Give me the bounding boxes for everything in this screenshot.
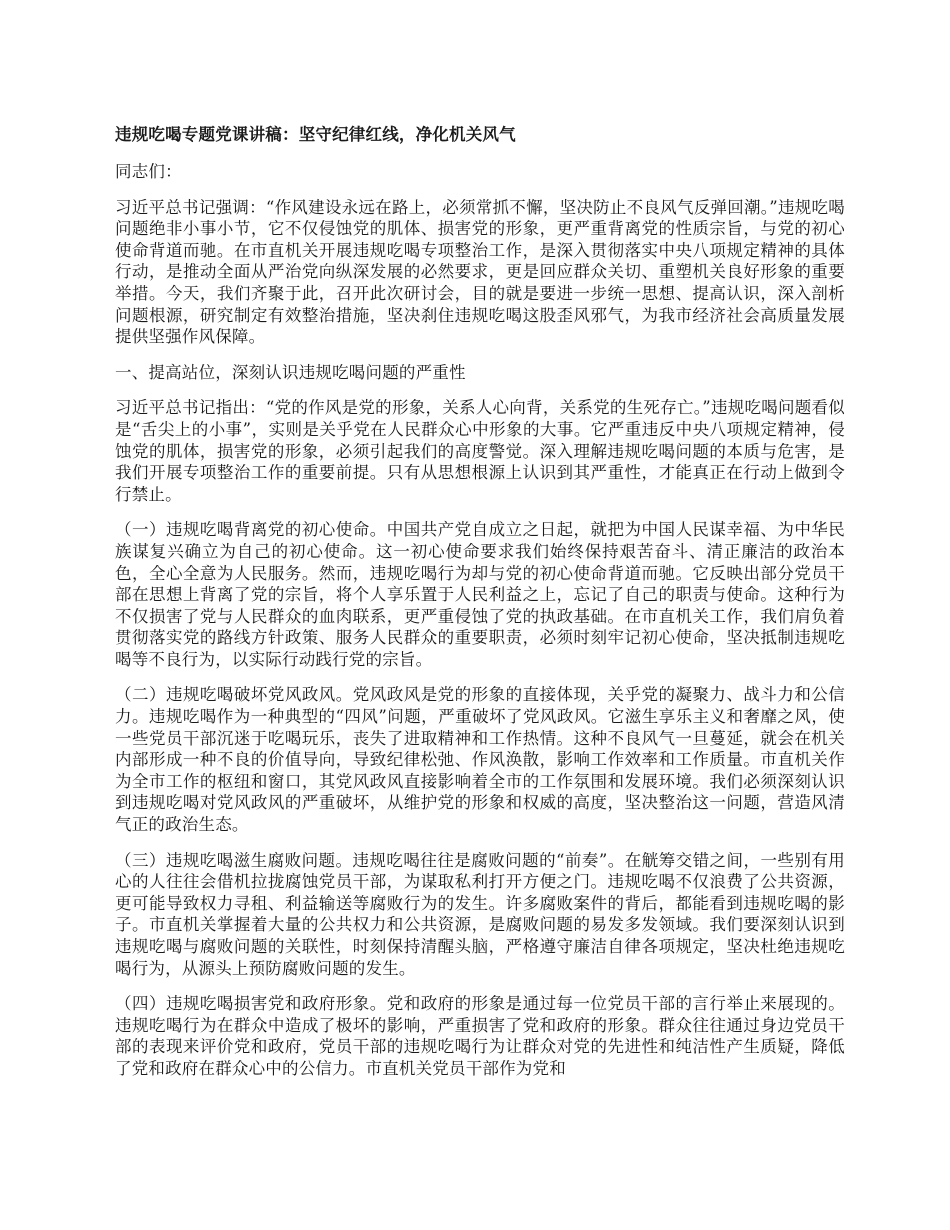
point-3-paragraph: （三）违规吃喝滋生腐败问题。违规吃喝往往是腐败问题的“前奏”。在觥筹交错之间，一些别有用心的人往往会借机拉拢腐蚀党员干部，为谋取私利打开方便之门。违规吃喝不仅浪费了公共资源，更可能导致权力寻租、利益输送等腐败行为的发生。许多腐败案件的背后，都能看到违规吃喝的影子。市直机关掌握着大量的公共权力和公共资源，是腐败问题的易发多发领域。我们要深刻认识到违规吃喝与腐败问题的关联性，时刻保持清醒头脑，严格遵守廉洁自律各项规定，坚决杜绝违规吃喝行为，从源头上预防腐败问题的发生。 (115, 850, 845, 978)
section-heading-1: 一、提高站位，深刻认识违规吃喝问题的严重性 (115, 362, 466, 382)
salutation: 同志们： (115, 162, 182, 181)
document-title: 违规吃喝专题党课讲稿：坚守纪律红线，净化机关风气 (115, 125, 516, 144)
section-1-intro-paragraph: 习近平总书记指出：“党的作风是党的形象，关系人心向背，关系党的生死存亡。”违规吃喝问题看似是“舌尖上的小事”，实则是关乎党在人民群众心中形象的大事。它严重违反中央八项规定精神，侵蚀党的肌体，损害党的形象，必须引起我们的高度警觉。深入理解违规吃喝问题的本质与危害，是我们开展专项整治工作的重要前提。只有从思想根源上认识到其严重性，才能真正在行动上做到令行禁止。 (115, 398, 845, 504)
document-page (115, 124, 845, 1094)
intro-paragraph: 习近平总书记强调：“作风建设永远在路上，必须常抓不懈，坚决防止不良风气反弹回潮。”违规吃喝问题绝非小事小节，它不仅侵蚀党的肌体、损害党的形象，更严重背离党的性质宗旨，与党的初心使命背道而驰。在市直机关开展违规吃喝专项整治工作，是深入贯彻落实中央八项规定精神的具体行动，是推动全面从严治党向纵深发展的必然要求，更是回应群众关切、重塑机关良好形象的重要举措。今天，我们齐聚于此，召开此次研讨会，目的就是要进一步统一思想、提高认识，深入剖析问题根源，研究制定有效整治措施，坚决刹住违规吃喝这股歪风邪气，为我市经济社会高质量发展提供坚强作风保障。 (115, 197, 845, 347)
point-4-paragraph: （四）违规吃喝损害党和政府形象。党和政府的形象是通过每一位党员干部的言行举止来展现的。违规吃喝行为在群众中造成了极坏的影响，严重损害了党和政府的形象。群众往往通过身边党员干部的表现来评价党和政府，党员干部的违规吃喝行为让群众对党的先进性和纯洁性产生质疑，降低了党和政府在群众心中的公信力。市直机关党员干部作为党和 (115, 994, 845, 1078)
point-2-paragraph: （二）违规吃喝破坏党风政风。党风政风是党的形象的直接体现，关乎党的凝聚力、战斗力和公信力。违规吃喝作为一种典型的“四风”问题，严重破坏了党风政风。它滋生享乐主义和奢靡之风，使一些党员干部沉迷于吃喝玩乐，丧失了进取精神和工作热情。这种不良风气一旦蔓延，就会在机关内部形成一种不良的价值导向，导致纪律松弛、作风涣散，影响工作效率和工作质量。市直机关作为全市工作的枢纽和窗口，其党风政风直接影响着全市的工作氛围和发展环境。我们必须深刻认识到违规吃喝对党风政风的严重破坏，从维护党的形象和权威的高度，坚决整治这一问题，营造风清气正的政治生态。 (115, 685, 845, 835)
point-1-paragraph: （一）违规吃喝背离党的初心使命。中国共产党自成立之日起，就把为中国人民谋幸福、为中华民族谋复兴确立为自己的初心使命。这一初心使命要求我们始终保持艰苦奋斗、清正廉洁的政治本色，全心全意为人民服务。然而，违规吃喝行为却与党的初心使命背道而驰。它反映出部分党员干部在思想上背离了党的宗旨，将个人享乐置于人民利益之上，忘记了自己的职责与使命。这种行为不仅损害了党与人民群众的血肉联系，更严重侵蚀了党的执政基础。在市直机关工作，我们肩负着贯彻落实党的路线方针政策、服务人民群众的重要职责，必须时刻牢记初心使命，坚决抵制违规吃喝等不良行为，以实际行动践行党的宗旨。 (115, 520, 845, 669)
